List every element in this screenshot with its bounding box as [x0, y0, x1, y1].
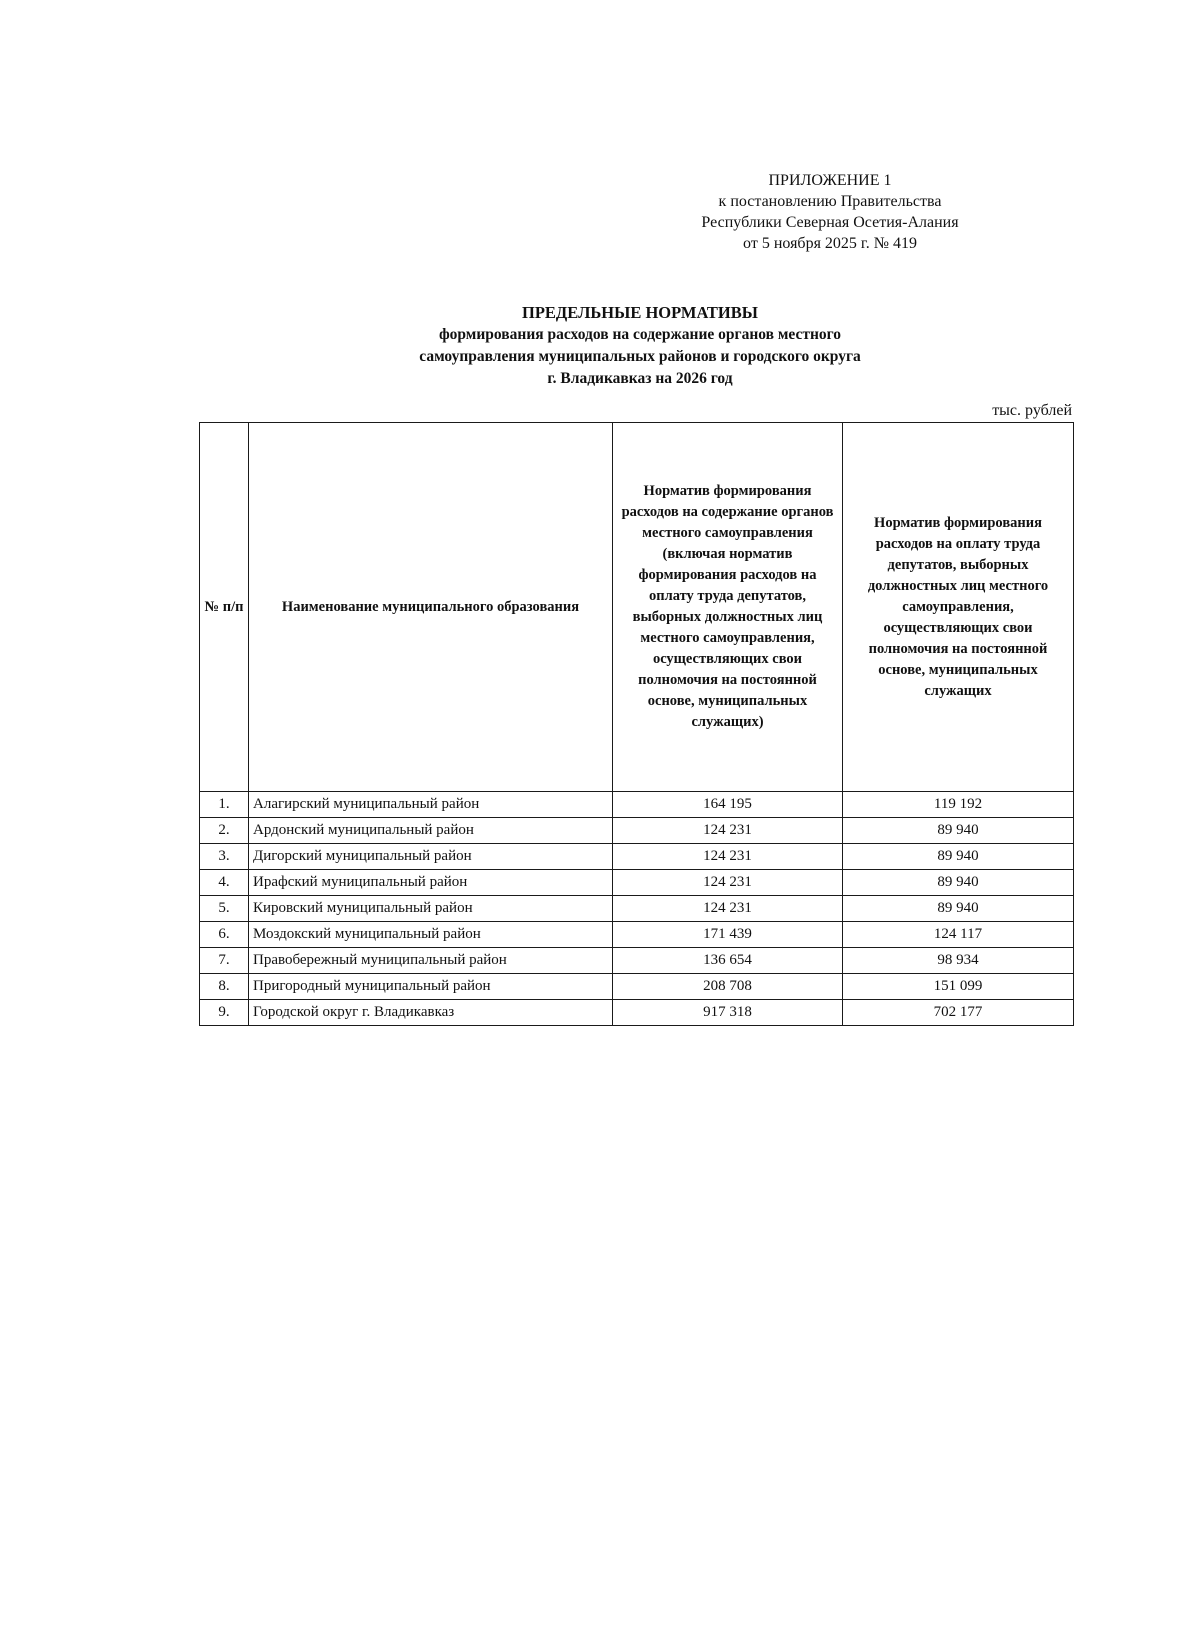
table-row: [200, 948, 1074, 974]
row-number: 6.: [200, 922, 249, 948]
row-number: 1.: [200, 792, 249, 818]
row-number: 4.: [200, 870, 249, 896]
norm-salary-value: 702 177: [843, 1000, 1074, 1026]
table-row: [200, 818, 1074, 844]
table-header-row: [200, 423, 1074, 792]
norm-salary-value: 89 940: [843, 844, 1074, 870]
table-row: [200, 1000, 1074, 1026]
norm-salary-value: 89 940: [843, 896, 1074, 922]
appendix-reference: к постановлению Правительства: [718, 193, 942, 210]
document-title-line-2: формирования расходов на содержание органов местного: [438, 326, 842, 343]
norm-total-value: 124 231: [613, 870, 843, 896]
norm-total-value: 124 231: [613, 844, 843, 870]
row-number: 5.: [200, 896, 249, 922]
norms-table: [199, 422, 1074, 1026]
appendix-title: ПРИЛОЖЕНИЕ 1: [768, 172, 892, 189]
row-number: 8.: [200, 974, 249, 1000]
norm-total-value: 124 231: [613, 818, 843, 844]
norm-total-value: 208 708: [613, 974, 843, 1000]
norm-total-value: 136 654: [613, 948, 843, 974]
header-norm-salary: Норматив формирования расходов на оплату труда депутатов, выборных должностных лиц местного самоуправления, осуществляющих свои полномочия на постоянной основе, муниципальных служащих: [843, 423, 1074, 792]
municipality-name: Правобережный муниципальный район: [249, 948, 613, 974]
municipality-name: Алагирский муниципальный район: [249, 792, 613, 818]
municipality-name: Моздокский муниципальный район: [249, 922, 613, 948]
municipality-name: Дигорский муниципальный район: [249, 844, 613, 870]
norm-total-value: 124 231: [613, 896, 843, 922]
municipality-name: Пригородный муниципальный район: [249, 974, 613, 1000]
document-title: [300, 302, 980, 390]
header-number: № п/п: [200, 423, 249, 792]
row-number: 9.: [200, 1000, 249, 1026]
header-municipality-name: Наименование муниципального образования: [249, 423, 613, 792]
table-row: [200, 792, 1074, 818]
table-row: [200, 844, 1074, 870]
table-row: [200, 922, 1074, 948]
appendix-date: от 5 ноября 2025 г. № 419: [743, 235, 917, 252]
norm-total-value: 171 439: [613, 922, 843, 948]
norm-salary-value: 89 940: [843, 818, 1074, 844]
norm-salary-value: 151 099: [843, 974, 1074, 1000]
norm-total-value: 917 318: [613, 1000, 843, 1026]
municipality-name: Ардонский муниципальный район: [249, 818, 613, 844]
header-norm-total: Норматив формирования расходов на содержание органов местного самоуправления (включая норматив формирования расходов на оплату труда депутатов, выборных должностных лиц местного самоуправления, осуществляющих свои полномочия на постоянной основе, муниципальных служащих): [613, 423, 843, 792]
municipality-name: Кировский муниципальный район: [249, 896, 613, 922]
units-label: тыс. рублей: [992, 402, 1072, 419]
norm-salary-value: 98 934: [843, 948, 1074, 974]
document-title-line-4: г. Владикавказ на 2026 год: [547, 370, 733, 387]
appendix-block: [660, 170, 1000, 254]
norm-total-value: 164 195: [613, 792, 843, 818]
appendix-republic: Республики Северная Осетия-Алания: [701, 214, 959, 231]
document-title-main: ПРЕДЕЛЬНЫЕ НОРМАТИВЫ: [522, 303, 758, 322]
norm-salary-value: 124 117: [843, 922, 1074, 948]
table-row: [200, 870, 1074, 896]
table-row: [200, 974, 1074, 1000]
row-number: 2.: [200, 818, 249, 844]
document-title-line-3: самоуправления муниципальных районов и городского округа: [419, 348, 861, 365]
row-number: 7.: [200, 948, 249, 974]
norm-salary-value: 119 192: [843, 792, 1074, 818]
norm-salary-value: 89 940: [843, 870, 1074, 896]
municipality-name: Городской округ г. Владикавказ: [249, 1000, 613, 1026]
table-row: [200, 896, 1074, 922]
municipality-name: Ирафский муниципальный район: [249, 870, 613, 896]
row-number: 3.: [200, 844, 249, 870]
